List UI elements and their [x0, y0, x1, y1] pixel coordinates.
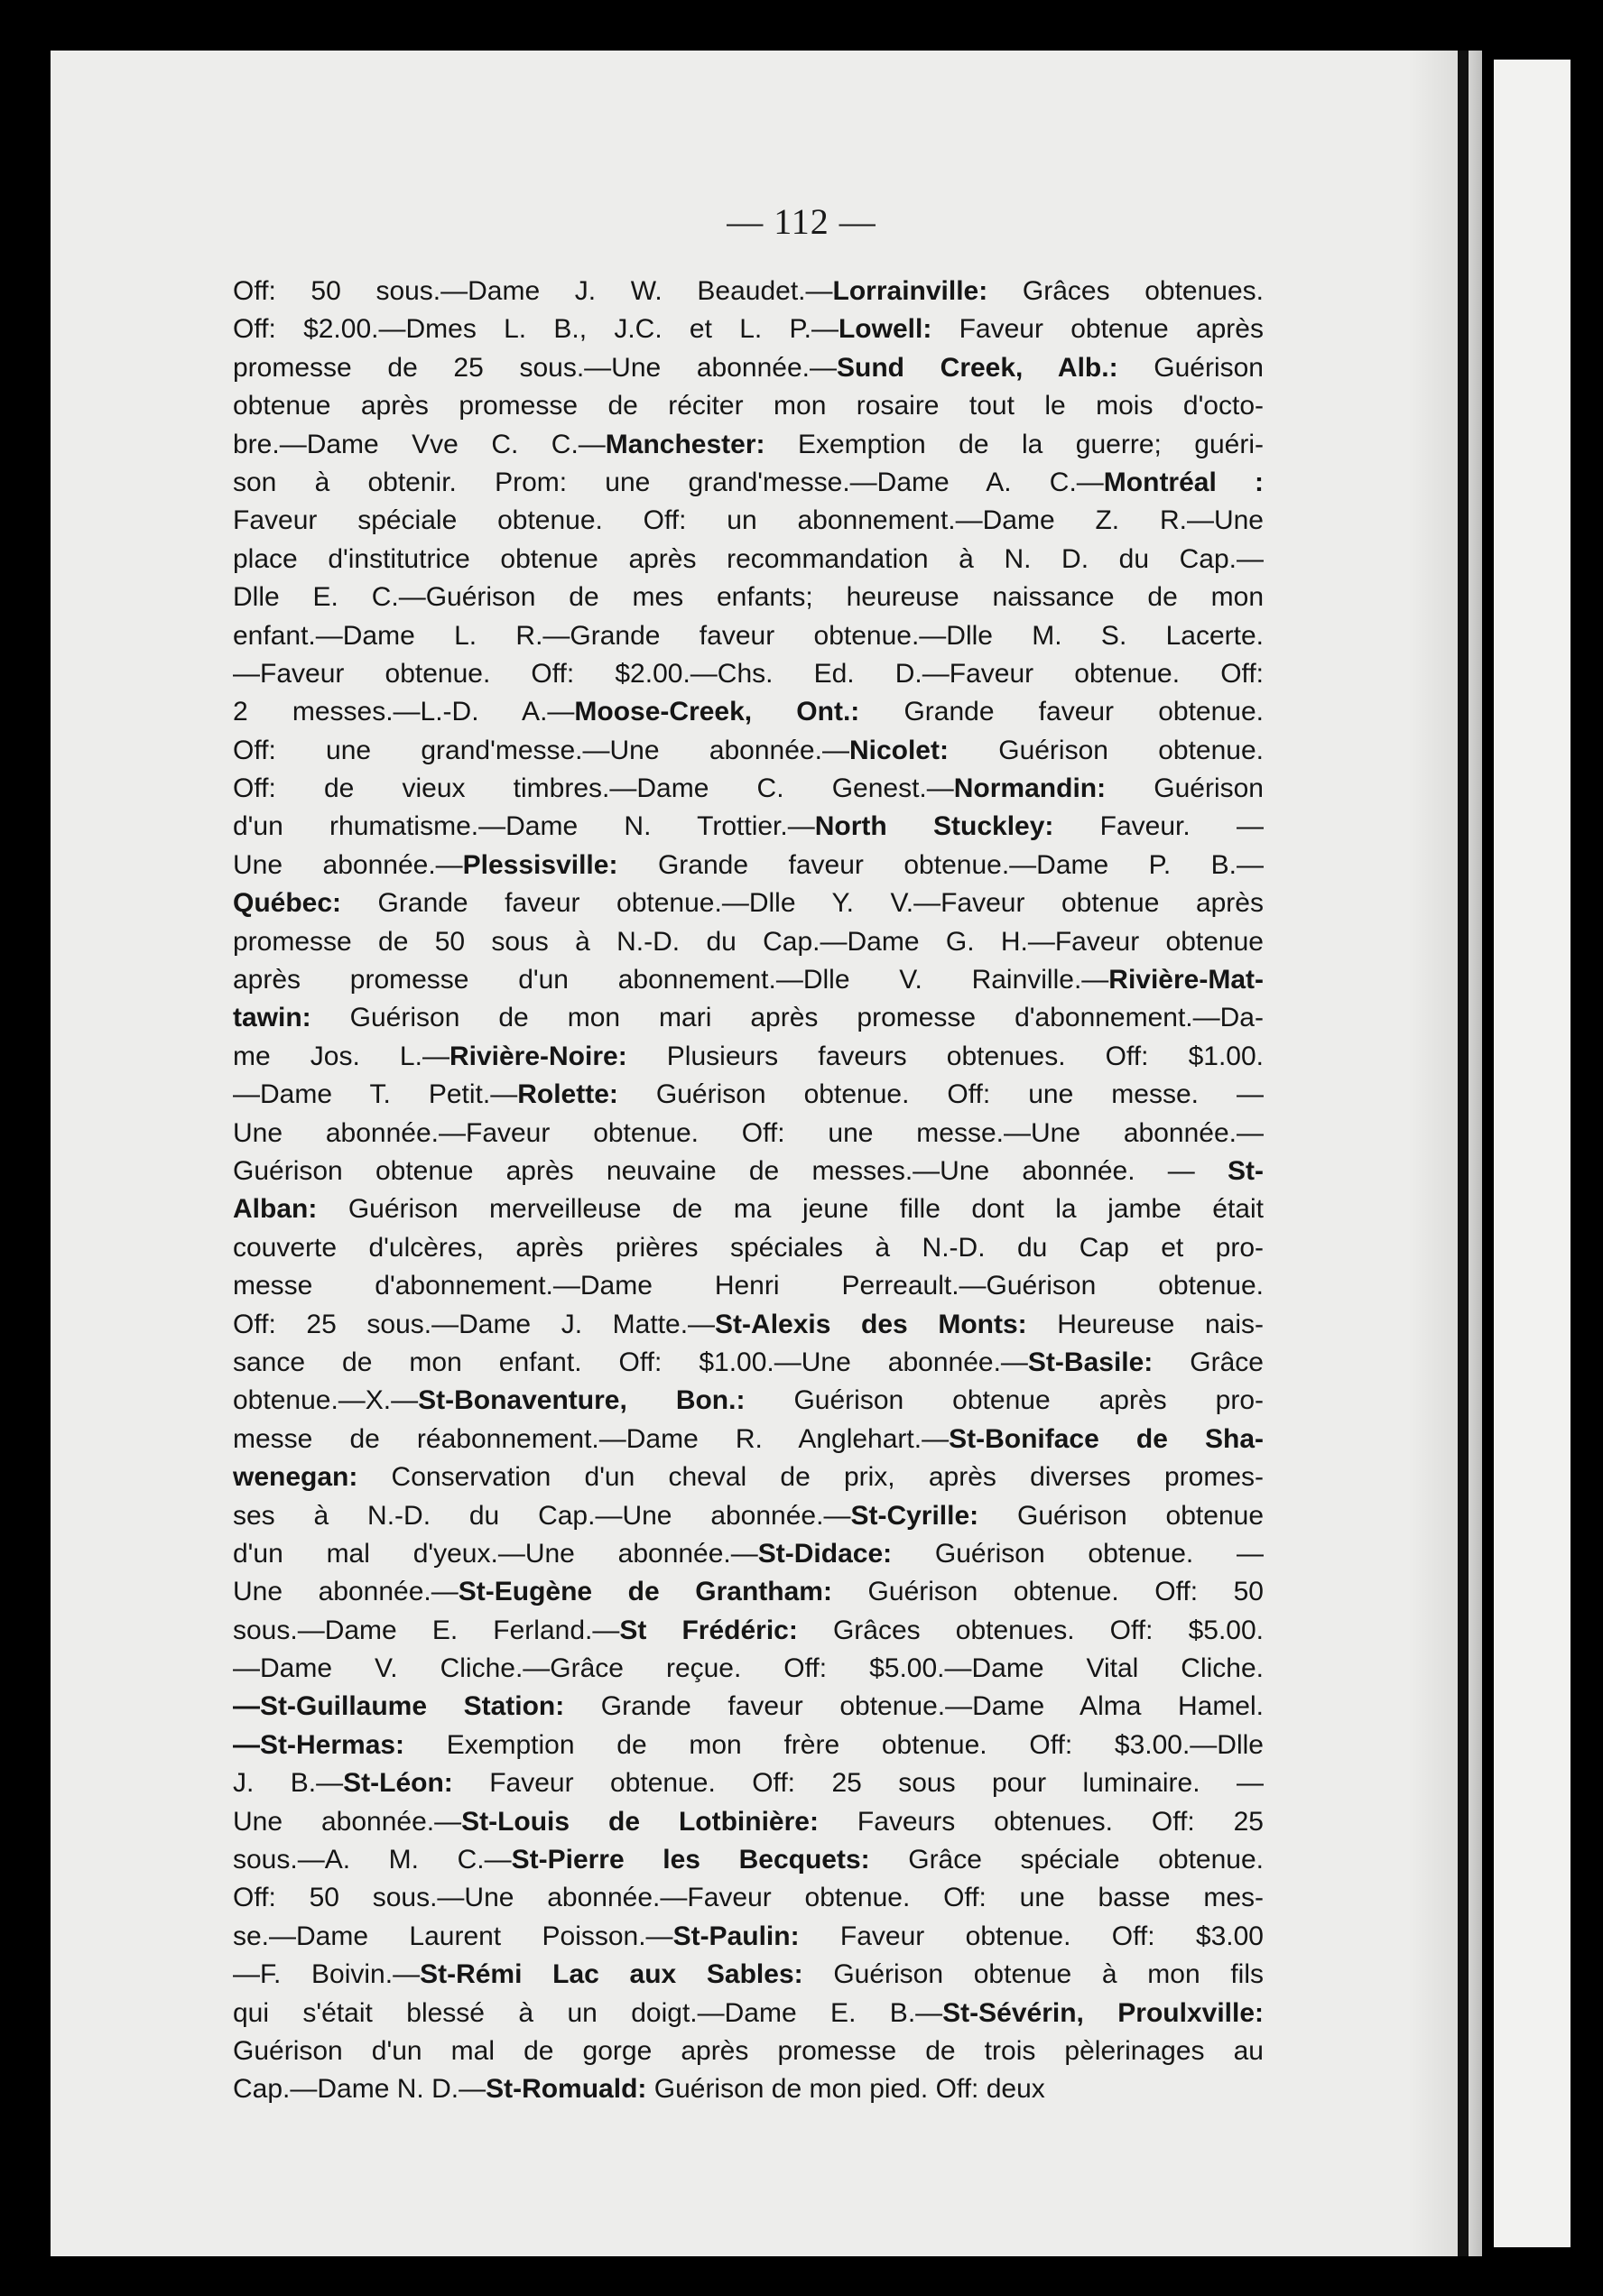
- text-run: sous.—Dame E. Ferland.—: [233, 1615, 620, 1645]
- text-run: messe de réabonnement.—Dame R. Anglehart.—: [233, 1423, 950, 1454]
- text-run: obtenue.—X.—: [233, 1385, 419, 1416]
- text-line: [233, 502, 1264, 540]
- text-line: [233, 999, 1264, 1037]
- text-line: [233, 961, 1264, 999]
- text-run: Off: 25 sous.—Dame J. Matte.—: [233, 1309, 716, 1339]
- text-run: Guérison obtenue: [978, 1500, 1265, 1531]
- place-heading: St-Eugène de Grantham:: [458, 1577, 832, 1607]
- text-run: —F. Boivin.—: [233, 1959, 421, 1990]
- text-run: Grâce: [1153, 1347, 1264, 1377]
- place-heading: Plessisville:: [462, 849, 618, 880]
- text-line: [233, 1076, 1264, 1114]
- gutter-shadow: [1408, 51, 1489, 2256]
- text-line: [233, 1573, 1264, 1611]
- text-run: Faveur obtenue. Off: $3.00: [799, 1921, 1264, 1951]
- page-number: — 112 —: [727, 201, 876, 242]
- text-run: Faveur. —: [1053, 811, 1264, 842]
- place-heading: St-Romuald:: [486, 2074, 647, 2105]
- text-line: [233, 1918, 1264, 1956]
- text-run: Faveur spéciale obtenue. Off: un abonnement.—Dame Z. R.—Une: [233, 505, 1264, 536]
- text-run: après promesse d'un abonnement.—Dlle V. Rainville.—: [233, 965, 1109, 995]
- text-line: [233, 349, 1264, 387]
- text-line: [233, 1764, 1264, 1802]
- place-heading: St-Pierre les Becquets:: [511, 1845, 870, 1875]
- text-run: obtenue après promesse de réciter mon rosaire tout le mois d'octo-: [233, 391, 1264, 421]
- text-line: [233, 1115, 1264, 1153]
- text-run: Guérison obtenue à mon fils: [802, 1959, 1264, 1990]
- text-line: [233, 808, 1264, 846]
- place-heading: Sund Creek, Alb.:: [837, 352, 1118, 383]
- place-heading: St-Boniface de Sha-: [949, 1423, 1265, 1454]
- text-run: Heureuse nais-: [1026, 1309, 1264, 1339]
- text-line: [233, 617, 1264, 655]
- place-heading: St-Basile:: [1027, 1347, 1154, 1377]
- text-line: [233, 693, 1264, 731]
- text-run: Off: $2.00.—Dmes L. B., J.C. et L. P.—: [233, 314, 839, 345]
- text-line: [233, 1229, 1264, 1267]
- text-line: [233, 1727, 1264, 1764]
- place-heading: St-Louis de Lotbinière:: [461, 1806, 819, 1837]
- place-heading: Rivière-Mat-: [1108, 965, 1264, 995]
- text-line: [233, 1267, 1264, 1305]
- text-run: Off: 50 sous.—Dame J. W. Beaudet.—: [233, 276, 833, 306]
- text-run: Faveurs obtenues. Off: 25: [818, 1806, 1264, 1837]
- text-line: [233, 1344, 1264, 1382]
- text-run: me Jos. L.—: [233, 1041, 449, 1071]
- body-text: [233, 273, 1264, 2109]
- text-line: [233, 1956, 1264, 1994]
- text-run: Une abonnée.—: [233, 1806, 462, 1837]
- text-run: qui s'était blessé à un doigt.—Dame E. B.—: [233, 1997, 943, 2028]
- text-line: [233, 426, 1264, 464]
- text-run: Grande faveur obtenue.—Dame P. B.—: [617, 849, 1264, 880]
- place-heading: —St-Guillaume Station:: [233, 1691, 565, 1722]
- place-heading: St Frédéric:: [619, 1615, 798, 1645]
- text-line: [233, 1497, 1264, 1535]
- place-heading: St-Didace:: [757, 1538, 893, 1569]
- text-line: [233, 1306, 1264, 1344]
- text-run: messe d'abonnement.—Dame Henri Perreault.—Guérison obtenue.: [233, 1271, 1264, 1301]
- place-heading: Lowell:: [838, 314, 932, 345]
- place-heading: Rolette:: [517, 1079, 618, 1110]
- text-line: [233, 464, 1264, 502]
- text-line: [233, 541, 1264, 579]
- text-run: Exemption de la guerre; guéri-: [764, 429, 1264, 459]
- place-heading: Québec:: [233, 888, 342, 919]
- text-run: Off: une grand'messe.—Une abonnée.—: [233, 735, 849, 765]
- text-line: [233, 1038, 1264, 1076]
- text-line: [233, 884, 1264, 922]
- text-run: d'un rhumatisme.—Dame N. Trottier.—: [233, 811, 815, 842]
- place-heading: Alban:: [233, 1194, 318, 1225]
- text-line: [233, 579, 1264, 616]
- text-line: [233, 732, 1264, 770]
- text-line: [233, 387, 1264, 425]
- text-run: Guérison obtenue. —: [892, 1538, 1264, 1569]
- text-run: Cap.—Dame N. D.—: [233, 2074, 486, 2105]
- text-line: [233, 1879, 1264, 1917]
- text-run: Grande faveur obtenue.—Dlle Y. V.—Faveur obtenue après: [341, 888, 1264, 919]
- text-run: Guérison d'un mal de gorge après promesse de trois pèlerinages au: [233, 2035, 1264, 2066]
- text-run: Guérison de mon mari après promesse d'abonnement.—Da-: [310, 1003, 1264, 1033]
- binding-edge: [1458, 51, 1469, 2256]
- text-run: ses à N.-D. du Cap.—Une abonnée.—: [233, 1500, 851, 1531]
- place-heading: St-Sévérin, Proulxville:: [942, 1997, 1264, 2028]
- place-heading: Montréal :: [1103, 467, 1264, 497]
- place-heading: St-Rémi Lac aux Sables:: [420, 1959, 803, 1990]
- text-line: [233, 847, 1264, 884]
- text-line: [233, 1688, 1264, 1726]
- text-line: [233, 1995, 1264, 2032]
- text-line: [233, 1190, 1264, 1228]
- text-run: Guérison obtenue après neuvaine de messes.—Une abonnée. —: [233, 1155, 1228, 1186]
- place-heading: St-Bonaventure, Bon.:: [418, 1385, 746, 1416]
- text-run: Grande faveur obtenue.: [859, 697, 1264, 727]
- place-heading: Manchester:: [605, 429, 765, 459]
- place-heading: —St-Hermas:: [233, 1729, 405, 1760]
- text-run: couverte d'ulcères, après prières spéciales à N.-D. du Cap et pro-: [233, 1232, 1264, 1263]
- text-run: bre.—Dame Vve C. C.—: [233, 429, 606, 459]
- text-line: [233, 2032, 1264, 2070]
- text-run: promesse de 50 sous à N.-D. du Cap.—Dame G. H.—Faveur obtenue: [233, 926, 1264, 957]
- text-run: Guérison obtenue. Off: une messe. —: [617, 1079, 1264, 1110]
- place-heading: Normandin:: [953, 773, 1107, 804]
- place-heading: St-Paulin:: [672, 1921, 800, 1951]
- text-run: sance de mon enfant. Off: $1.00.—Une abonnée.—: [233, 1347, 1028, 1377]
- text-run: Grâces obtenues. Off: $5.00.: [797, 1615, 1264, 1645]
- text-run: son à obtenir. Prom: une grand'messe.—Dame A. C.—: [233, 467, 1104, 497]
- text-run: Une abonnée.—: [233, 1577, 459, 1607]
- text-run: Plusieurs faveurs obtenues. Off: $1.00.: [626, 1041, 1265, 1071]
- text-run: Grande faveur obtenue.—Dame Alma Hamel.: [564, 1691, 1264, 1722]
- place-heading: St-Alexis des Monts:: [715, 1309, 1027, 1339]
- text-run: promesse de 25 sous.—Une abonnée.—: [233, 352, 837, 383]
- text-run: Une abonnée.—Faveur obtenue. Off: une messe.—Une abonnée.—: [233, 1117, 1264, 1148]
- text-run: place d'institutrice obtenue après recommandation à N. D. du Cap.—: [233, 543, 1264, 574]
- text-line: [233, 1458, 1264, 1496]
- place-heading: tawin:: [233, 1003, 311, 1033]
- text-run: Faveur obtenue. Off: 25 sous pour luminaire. —: [452, 1768, 1264, 1799]
- text-run: Guérison: [1106, 773, 1264, 804]
- text-run: —Dame V. Cliche.—Grâce reçue. Off: $5.00.—Dame Vital Cliche.: [233, 1653, 1264, 1684]
- text-line: [233, 923, 1264, 961]
- text-run: Guérison obtenue.: [948, 735, 1264, 765]
- place-heading: wenegan:: [233, 1462, 358, 1493]
- place-heading: North Stuckley:: [814, 811, 1054, 842]
- text-line: [233, 1535, 1264, 1573]
- text-line: [233, 655, 1264, 693]
- place-heading: Nicolet:: [848, 735, 949, 765]
- text-run: d'un mal d'yeux.—Une abonnée.—: [233, 1538, 758, 1569]
- text-line: [233, 1803, 1264, 1841]
- text-run: Faveur obtenue après: [931, 314, 1264, 345]
- text-run: Dlle E. C.—Guérison de mes enfants; heureuse naissance de mon: [233, 582, 1264, 613]
- text-run: Une abonnée.—: [233, 849, 463, 880]
- text-line: [233, 1382, 1264, 1420]
- text-line: [233, 770, 1264, 808]
- text-line: [233, 1421, 1264, 1458]
- place-heading: St-Léon:: [343, 1768, 453, 1799]
- text-line: [233, 2070, 1264, 2108]
- text-line: [233, 1153, 1264, 1190]
- text-line: [233, 1612, 1264, 1650]
- text-line: [233, 273, 1264, 310]
- text-run: Guérison: [1117, 352, 1264, 383]
- text-run: J. B.—: [233, 1768, 344, 1799]
- place-heading: St-Cyrille:: [850, 1500, 979, 1531]
- text-run: —Dame T. Petit.—: [233, 1079, 518, 1110]
- text-run: Off: de vieux timbres.—Dame C. Genest.—: [233, 773, 954, 804]
- text-run: enfant.—Dame L. R.—Grande faveur obtenue.—Dlle M. S. Lacerte.: [233, 620, 1264, 651]
- text-run: Guérison merveilleuse de ma jeune fille dont la jambe était: [317, 1194, 1264, 1225]
- place-heading: Moose-Creek, Ont.:: [574, 697, 860, 727]
- place-heading: Rivière-Noire:: [449, 1041, 627, 1071]
- text-line: [233, 310, 1264, 348]
- text-line: [233, 1841, 1264, 1879]
- text-run: Guérison obtenue après pro-: [745, 1385, 1265, 1416]
- text-run: Grâce spéciale obtenue.: [869, 1845, 1265, 1875]
- text-run: se.—Dame Laurent Poisson.—: [233, 1921, 673, 1951]
- text-run: Exemption de mon frère obtenue. Off: $3.00.—Dlle: [404, 1729, 1264, 1760]
- text-run: Off: 50 sous.—Une abonnée.—Faveur obtenue. Off: une basse mes-: [233, 1883, 1264, 1913]
- place-heading: Lorrainville:: [832, 276, 988, 306]
- text-run: sous.—A. M. C.—: [233, 1845, 512, 1875]
- facing-page-edge: [1494, 60, 1571, 2247]
- text-line: [233, 1650, 1264, 1688]
- text-run: Guérison de mon pied. Off: deux: [646, 2074, 1045, 2105]
- text-run: Grâces obtenues.: [987, 276, 1264, 306]
- text-run: Guérison obtenue. Off: 50: [831, 1577, 1264, 1607]
- text-run: 2 messes.—L.-D. A.—: [233, 697, 575, 727]
- place-heading: St-: [1228, 1155, 1264, 1186]
- text-run: —Faveur obtenue. Off: $2.00.—Chs. Ed. D.—Faveur obtenue. Off:: [233, 658, 1264, 689]
- text-run: Conservation d'un cheval de prix, après diverses promes-: [357, 1462, 1264, 1493]
